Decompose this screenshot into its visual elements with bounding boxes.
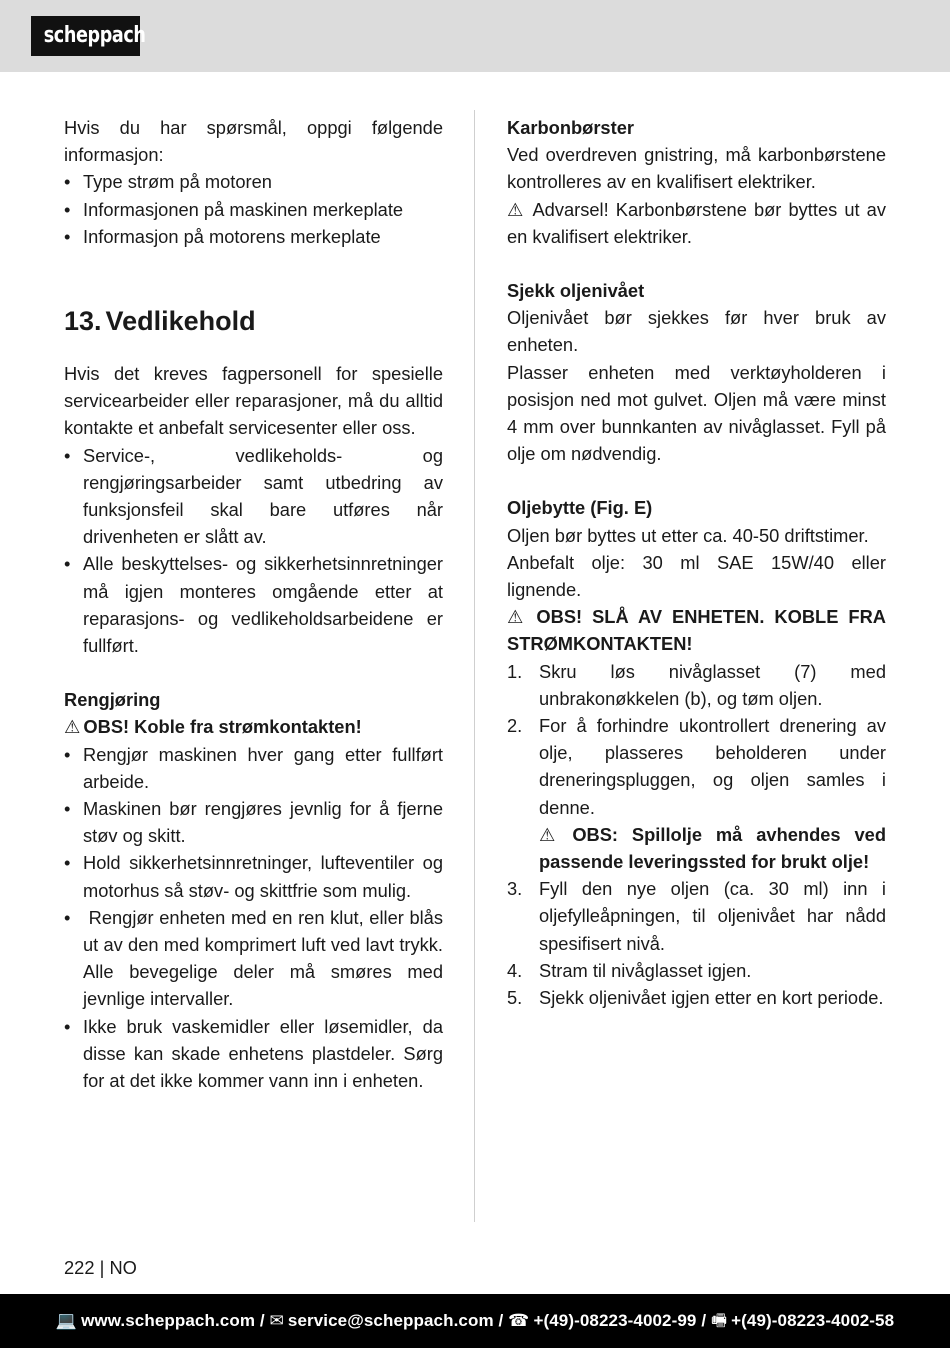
list-item <box>507 984 886 1011</box>
list-item: • Service-, vedlikeholds- og rengjøringsarbeider samt utbedring av funksjonsfeil skal bare utføres når drivenheten er slått av. <box>64 442 443 551</box>
list-item <box>507 712 886 875</box>
section-title: Vedlikehold <box>105 306 256 337</box>
step-number: 2. <box>507 715 523 737</box>
fax-icon: 🖷 <box>710 1311 728 1330</box>
oil-change-warning <box>507 603 886 657</box>
section-bullet-list <box>64 442 443 660</box>
warning-icon: ⚠ <box>507 198 524 220</box>
list-item: • Alle beskyttelses- og sikkerhetsinnretninger må igjen monteres omgående etter at reparasjons- og vedlikeholdsarbeidene er fullført. <box>64 550 443 659</box>
scheppach-logo <box>31 16 146 56</box>
column-divider <box>474 110 475 1222</box>
list-item: • Informasjon på motorens merkeplate <box>64 223 443 250</box>
logo-text: scheppach <box>43 23 146 48</box>
oil-change-text-2: Anbefalt olje: 30 ml SAE 15W/40 eller lignende. <box>507 551 886 601</box>
computer-icon: 💻 <box>55 1311 78 1330</box>
envelope-icon: ✉ <box>269 1311 284 1330</box>
list-item <box>507 875 886 957</box>
oil-check-text-1: Oljenivået bør sjekkes før hver bruk av enheten. <box>507 307 886 356</box>
section-intro: Hvis det kreves fagpersonell for spesielle servicearbeider eller reparasjoner, må du alltid kontakte et anbefalt servicesenter eller oss. <box>64 363 443 439</box>
step-warning-text: OBS: Spillolje må avhendes ved passende leveringssted for brukt olje! <box>539 823 886 873</box>
oil-change-warning-text: OBS! SLÅ AV ENHETEN. KOBLE FRA STRØMKONTAKTEN! <box>507 606 886 655</box>
step-number: 4. <box>507 959 523 981</box>
page-header <box>0 0 950 72</box>
footer-fax: +(49)-08223-4002-58 <box>731 1311 895 1330</box>
warning-icon: ⚠ <box>507 606 524 628</box>
step-warning <box>539 821 886 875</box>
page-footer <box>0 1294 950 1348</box>
step-text: For å forhindre ukontrollert drenering av olje, plasseres beholderen under dreneringspluggen, og oljen samles i denne. <box>539 715 886 818</box>
footer-phone: +(49)-08223-4002-99 <box>533 1311 697 1330</box>
oil-change-heading: Oljebytte (Fig. E) <box>507 497 653 519</box>
step-number: 1. <box>507 660 523 682</box>
intro-text: Hvis du har spørsmål, oppgi følgende informasjon: <box>64 117 443 166</box>
carbon-text: Ved overdreven gnistring, må karbonbørstene kontrolleres av en kvalifisert elektriker. <box>507 144 886 193</box>
oil-check-text-2: Plasser enheten med verktøyholderen i posisjon ned mot gulvet. Oljen må være minst 4 mm over bunnkanten av nivåglasset. Fyll på olje om nødvendig. <box>507 361 886 465</box>
section-heading <box>64 304 443 338</box>
oil-change-text-1: Oljen bør byttes ut etter ca. 40-50 driftstimer. <box>507 524 869 546</box>
list-item: • Hold sikkerhetsinnretninger, lufteventiler og motorhus så støv- og skittfrie som mulig. <box>64 849 443 903</box>
step-number: 5. <box>507 987 523 1009</box>
phone-icon: ☎ <box>508 1311 530 1330</box>
list-item: • Rengjør enheten med en ren klut, eller blås ut av den med komprimert luft ved lavt trykk. Alle bevegelige deler må smøres med jevnlige intervaller. <box>64 904 443 1013</box>
page-language: NO <box>109 1257 137 1278</box>
page-number-value: 222 <box>64 1257 95 1278</box>
list-item <box>507 658 886 712</box>
section-number: 13. <box>64 306 102 337</box>
step-text: Skru løs nivåglasset (7) med unbrakonøkkelen (b), og tøm oljen. <box>539 660 886 709</box>
oil-check-heading: Sjekk oljenivået <box>507 280 645 302</box>
warning-icon: ⚠ <box>539 823 556 845</box>
carbon-warning <box>507 196 886 250</box>
list-item: • Type strøm på motoren <box>64 168 443 195</box>
cleaning-heading: Rengjøring <box>64 689 161 711</box>
footer-separator: / <box>259 1311 265 1330</box>
step-text: Fyll den nye oljen (ca. 30 ml) inn i oljefylleåpningen, til oljenivået har nådd spesifisert nivå. <box>539 878 886 954</box>
intro-bullet-list <box>64 168 443 250</box>
page-number <box>64 1256 137 1280</box>
list-item: • Ikke bruk vaskemidler eller løsemidler, da disse kan skade enhetens plastdeler. Sørg for at det ikke kommer vann inn i enheten. <box>64 1013 443 1095</box>
footer-separator: / <box>701 1311 707 1330</box>
step-number: 3. <box>507 878 523 900</box>
left-column <box>64 114 449 1094</box>
warning-icon: ⚠ <box>64 716 81 738</box>
list-item: • Maskinen bør rengjøres jevnlig for å fjerne støv og skitt. <box>64 795 443 849</box>
list-item: • Rengjør maskinen hver gang etter fullført arbeide. <box>64 741 443 795</box>
list-item <box>507 957 886 984</box>
cleaning-warning-text: OBS! Koble fra strømkontakten! <box>83 716 362 738</box>
step-text: Stram til nivåglasset igjen. <box>539 959 752 981</box>
list-item: • Informasjonen på maskinen merkeplate <box>64 196 443 223</box>
oil-change-steps <box>507 658 886 1012</box>
step-text: Sjekk oljenivået igjen etter en kort periode. <box>539 987 884 1009</box>
footer-web-link[interactable]: www.scheppach.com <box>81 1311 256 1330</box>
footer-email-link[interactable]: service@scheppach.com <box>287 1311 494 1330</box>
carbon-warning-text: Advarsel! Karbonbørstene bør byttes ut av en kvalifisert elektriker. <box>507 198 886 247</box>
right-column <box>507 114 886 1011</box>
carbon-heading: Karbonbørster <box>507 117 634 138</box>
cleaning-bullet-list <box>64 741 449 1095</box>
page-number-separator: | <box>99 1257 105 1278</box>
footer-separator: / <box>498 1311 504 1330</box>
cleaning-warning <box>64 713 443 740</box>
